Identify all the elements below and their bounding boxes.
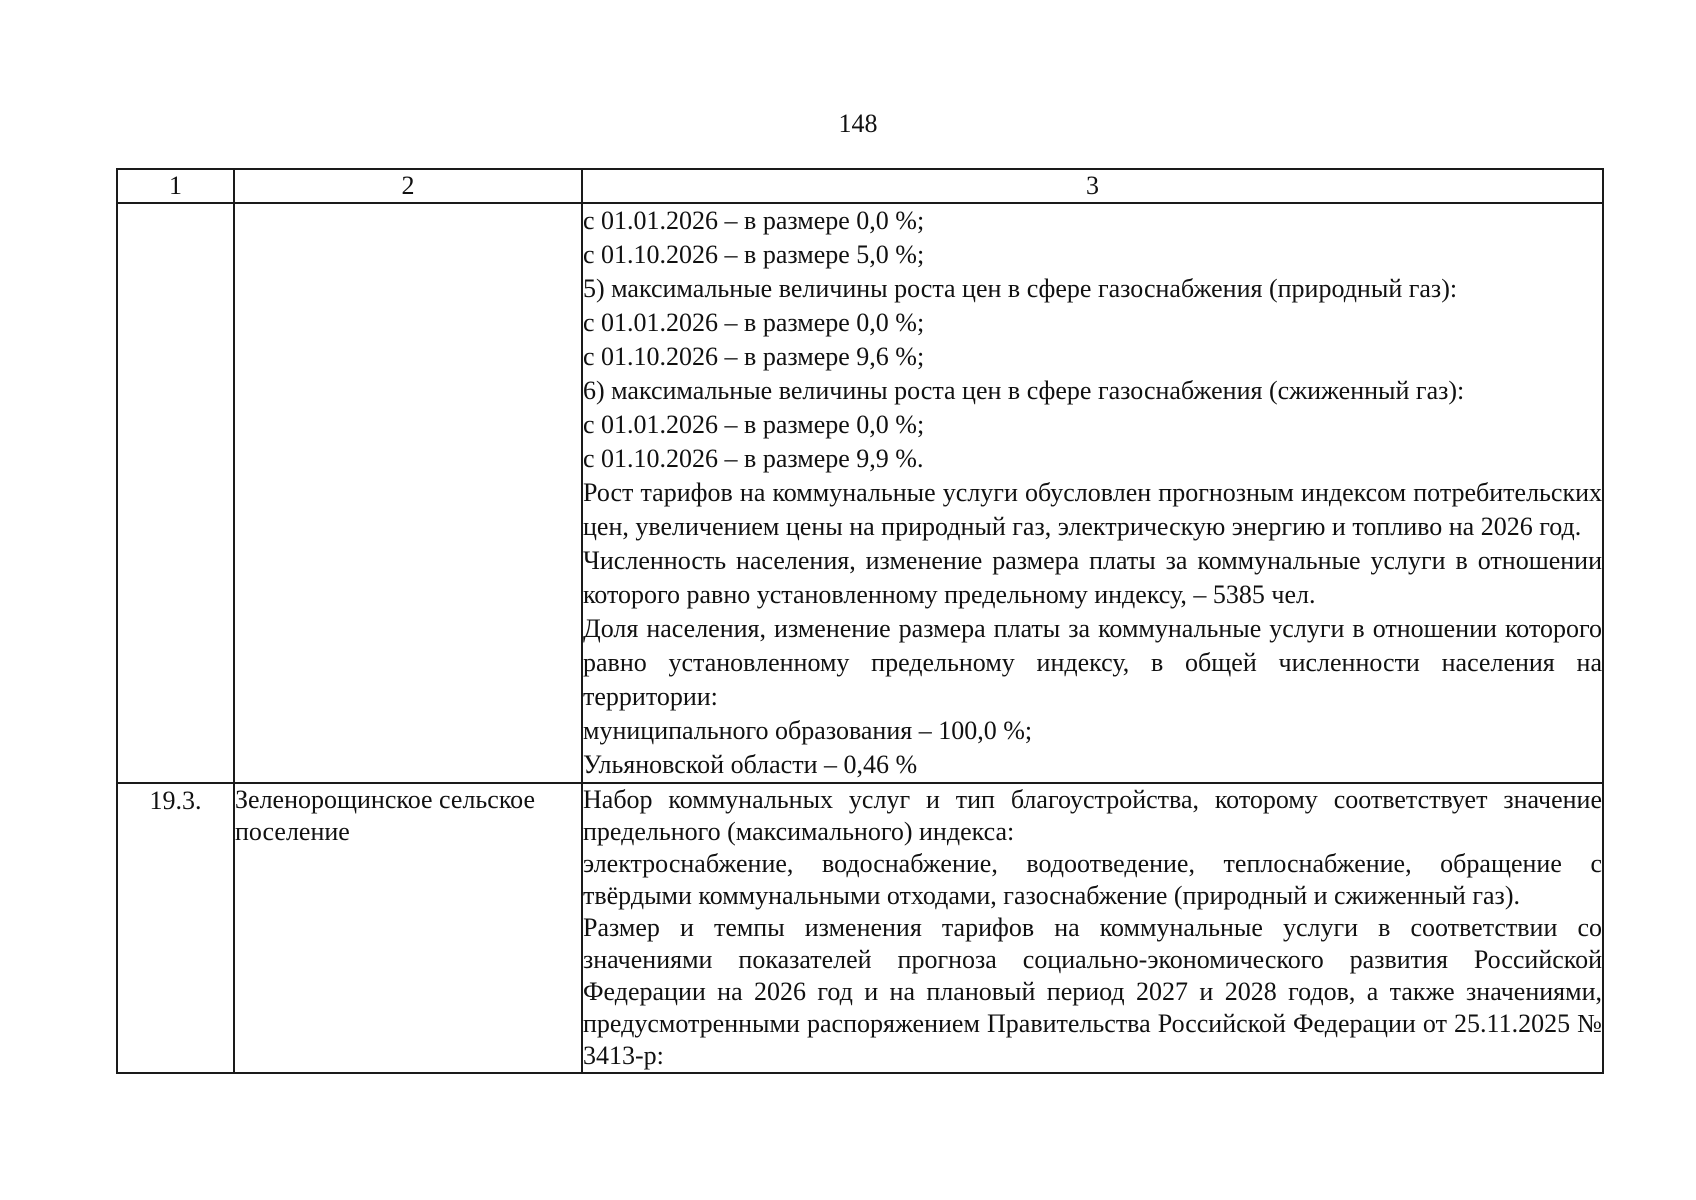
- text-line: 6) максимальные величины роста цен в сфере газоснабжения (сжиженный газ):: [583, 376, 1465, 405]
- text-paragraph: Набор коммунальных услуг и тип благоустройства, которому соответствует значение предельного (максимального) индекса:: [583, 785, 1602, 846]
- text-paragraph: Размер и темпы изменения тарифов на коммунальные услуги в соответствии со значениями показателей прогноза социально-экономического развития Российской Федерации на 2026 год и на плановый период 2027 и 2028 годов, а также значениями, предусмотренными распоряжением Правительства Российской Федерации от 25.11.2025 № 3413-р:: [583, 913, 1602, 1070]
- column-header-2: 2: [234, 169, 582, 203]
- text-paragraph: Численность населения, изменение размера платы за коммунальные услуги в отношении которого равно установленному предельному индексу, – 5385 чел.: [583, 546, 1602, 609]
- column-header-1: 1: [117, 169, 234, 203]
- page-number: 148: [838, 109, 878, 138]
- tariff-table: [116, 168, 1604, 1074]
- settlement-name-cell: [234, 203, 582, 783]
- row-content-cell: [582, 203, 1603, 783]
- text-line: 5) максимальные величины роста цен в сфере газоснабжения (природный газ):: [583, 274, 1458, 303]
- table-row: [117, 203, 1603, 783]
- text-line: с 01.10.2026 – в размере 9,9 %.: [583, 444, 924, 473]
- table-row: [117, 783, 1603, 1073]
- row-number-cell: [117, 203, 234, 783]
- table-header-row: [117, 169, 1603, 203]
- settlement-name-cell: Зеленорощинское сельское поселение: [234, 783, 582, 1073]
- text-line: с 01.01.2026 – в размере 0,0 %;: [583, 308, 925, 337]
- text-line: с 01.01.2026 – в размере 0,0 %;: [583, 410, 925, 439]
- text-line: с 01.10.2026 – в размере 9,6 %;: [583, 342, 925, 371]
- text-paragraph: Рост тарифов на коммунальные услуги обусловлен прогнозным индексом потребительских цен, увеличением цены на природный газ, электрическую энергию и топливо на 2026 год.: [583, 478, 1602, 541]
- text-line: Ульяновской области – 0,46 %: [583, 750, 918, 779]
- text-line: с 01.01.2026 – в размере 0,0 %;: [583, 206, 925, 235]
- text-line: муниципального образования – 100,0 %;: [583, 716, 1033, 745]
- row-content-cell: [582, 783, 1603, 1073]
- row-number-cell: 19.3.: [117, 783, 234, 1073]
- text-line: с 01.10.2026 – в размере 5,0 %;: [583, 240, 925, 269]
- text-paragraph: электроснабжение, водоснабжение, водоотведение, теплоснабжение, обращение с твёрдыми коммунальными отходами, газоснабжение (природный и сжиженный газ).: [583, 849, 1602, 910]
- column-header-3: 3: [582, 169, 1603, 203]
- text-paragraph: Доля населения, изменение размера платы за коммунальные услуги в отношении которого равно установленному предельному индексу, в общей численности населения на территории:: [583, 614, 1602, 711]
